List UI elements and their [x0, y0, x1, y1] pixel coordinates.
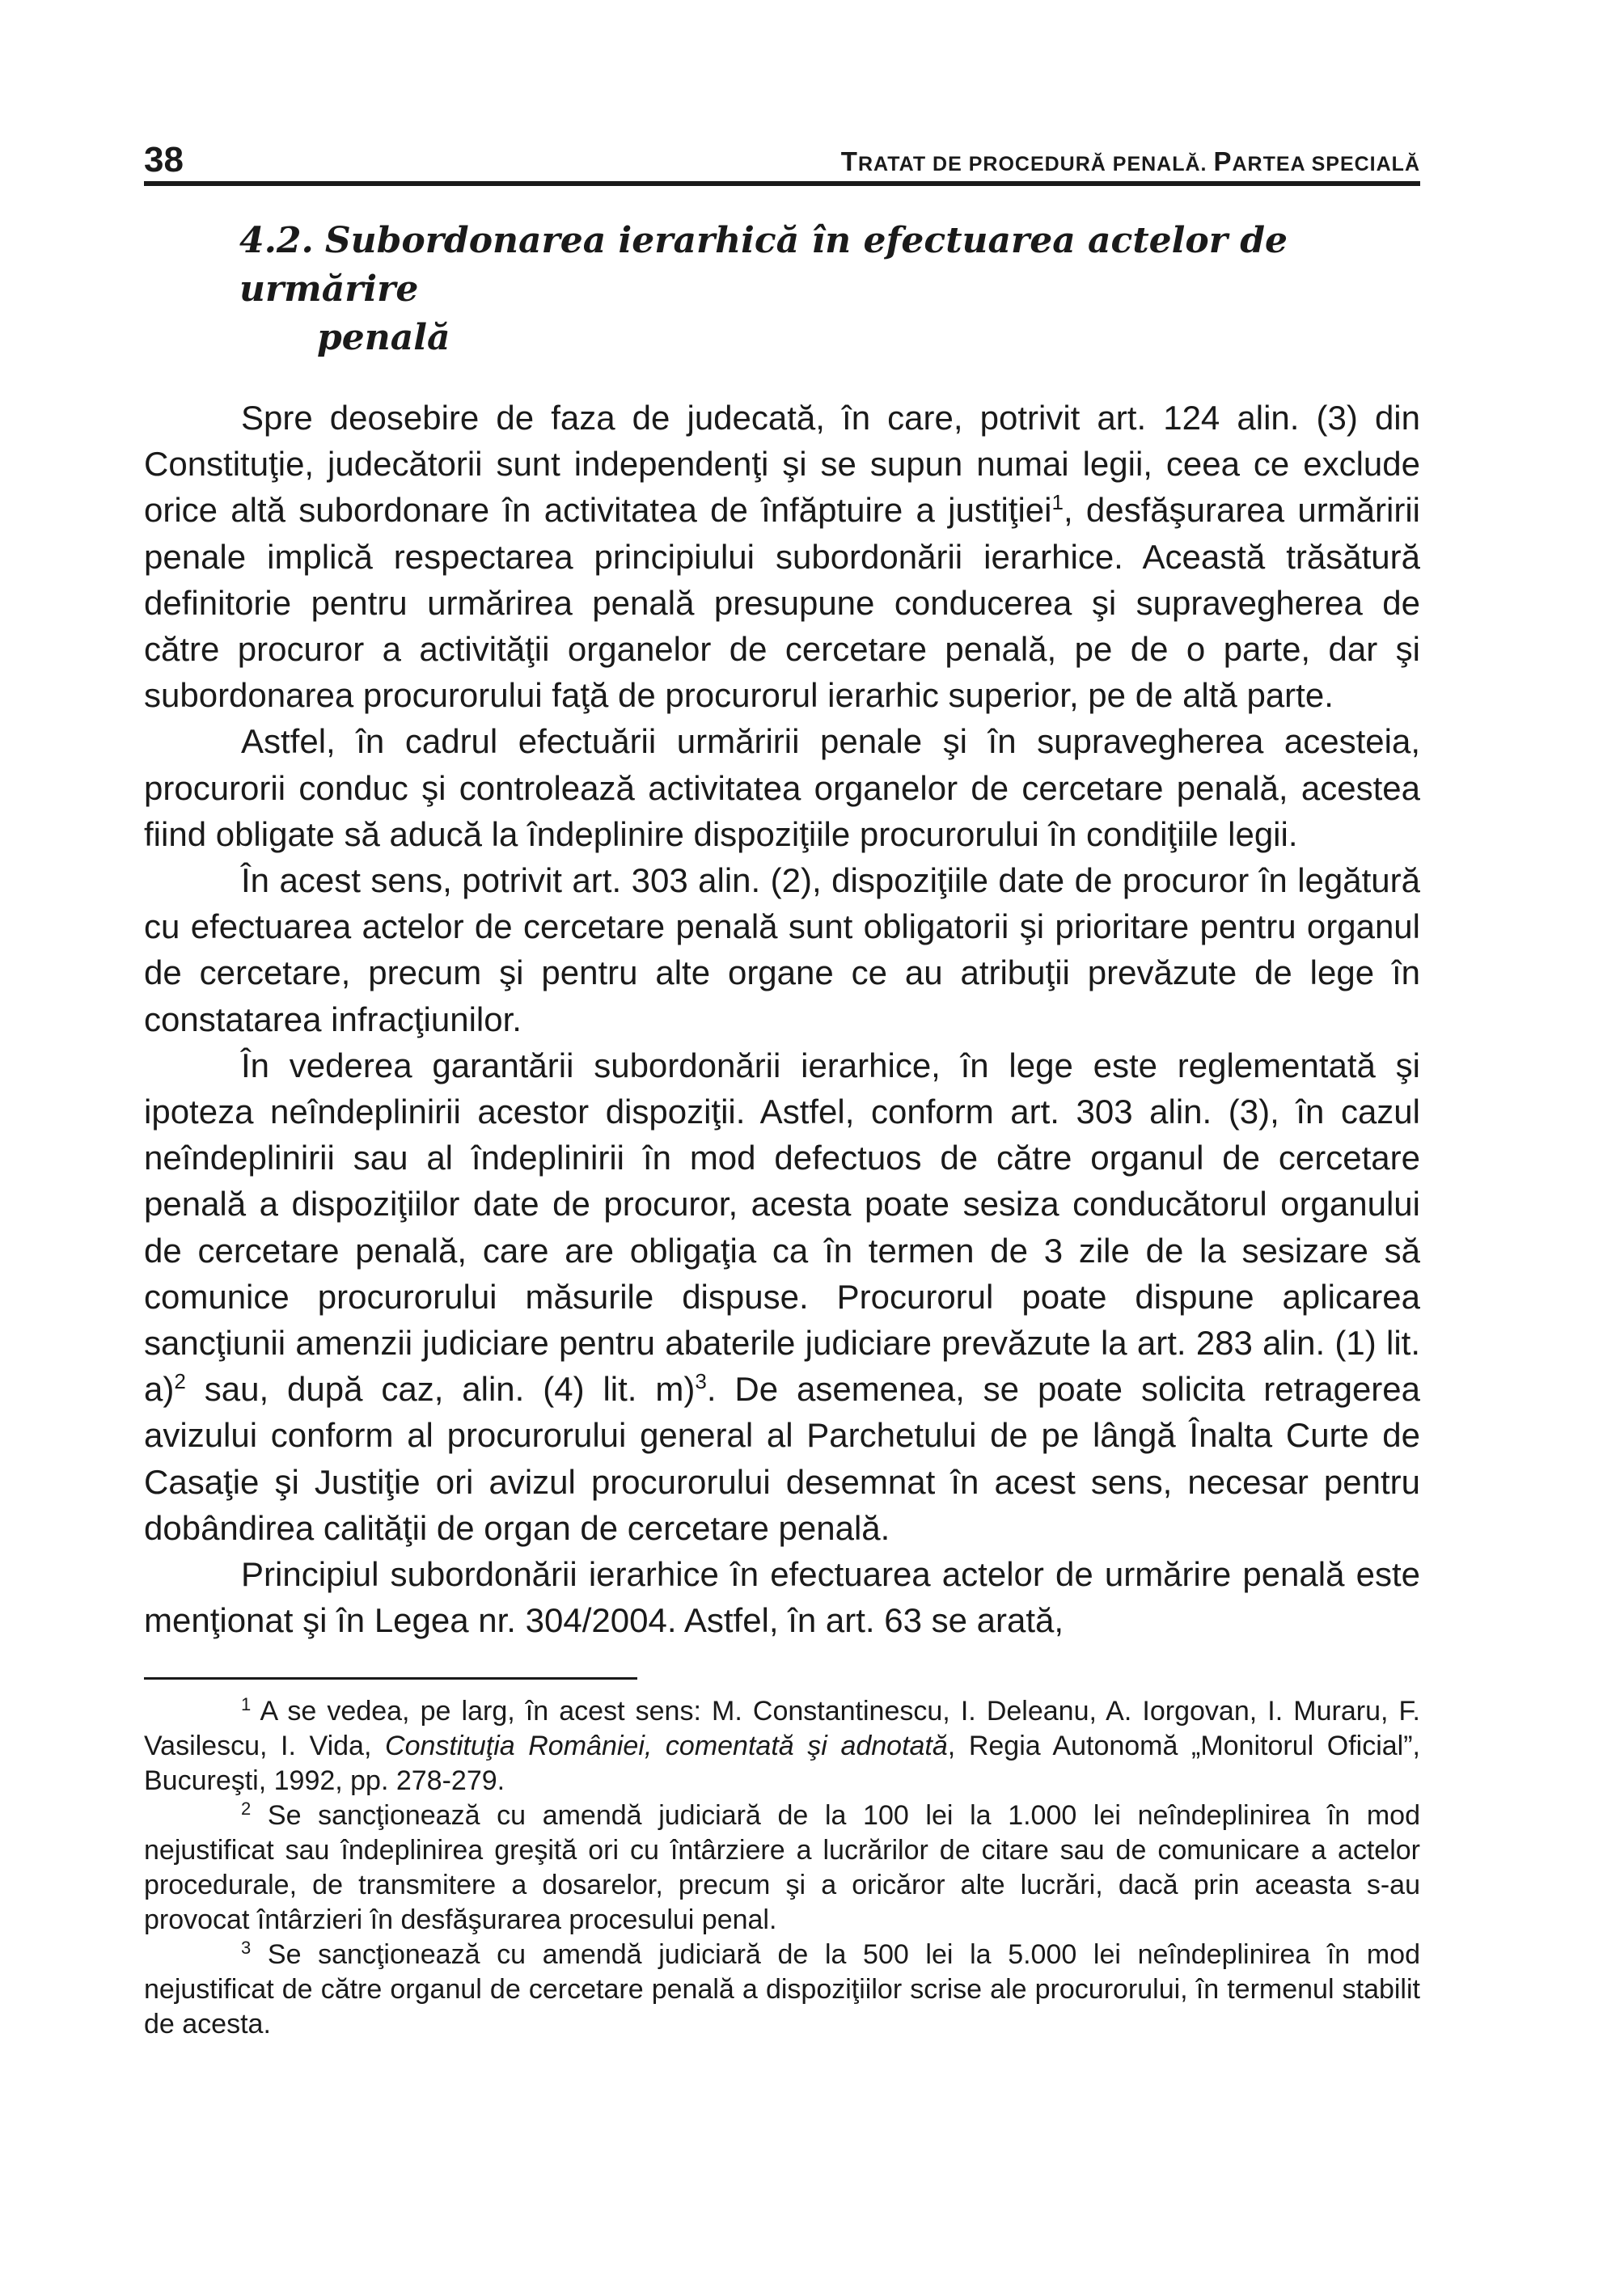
section-heading — [144, 217, 1420, 362]
italic-title: Constituţia României, comentată şi adnotată — [385, 1731, 948, 1762]
running-title-part: T — [840, 146, 858, 176]
running-title-part: ARTEA SPECIALĂ — [1232, 153, 1420, 175]
text-segment: Se sancţionează cu amendă judiciară de la 100 lei la 1.000 lei neîndeplinirea în mod nejustificat sau îndeplinirea greşită ori cu întârziere a lucrărilor de citare sau de comunicare a actelor procedurale, de transmitere a dosarelor, precum şi a oricăror alte lucrări, dacă prin aceasta s-au provocat întârzieri în desfăşurarea procesului penal. — [144, 1800, 1420, 1936]
text-segment: , Regia Autonomă „Monitorul Oficial”, Bucureşti, 1992, pp. 278-279. — [144, 1731, 1420, 1797]
paragraph — [144, 857, 1420, 1042]
body-text — [144, 395, 1420, 1643]
running-title-part: P — [1213, 146, 1233, 176]
text-segment: sau, după caz, alin. (4) lit. m) — [185, 1370, 696, 1409]
text-segment: Astfel, în cadrul efectuării urmăririi penale şi în supravegherea acesteia, procurorii conduc şi controlează activitatea organelor de cercetare penală, acestea fiind obligate să aducă la îndeplinire dispoziţiile procurorului în condiţiile legii. — [144, 722, 1420, 853]
page-header — [144, 129, 1420, 186]
running-title-part: RATAT DE PROCEDURĂ PENALĂ. — [857, 153, 1214, 175]
paragraph — [144, 1042, 1420, 1551]
footnotes — [144, 1694, 1420, 2042]
footnote-separator — [144, 1677, 637, 1680]
text-segment: . De asemenea, se poate solicita retragerea avizului conform al procurorului general al Parchetului de pe lângă Înalta Curte de Casaţie şi Justiţie ori avizul procurorului desemnat în acest sens, necesar pentru dobândirea calităţii de organ de cercetare penală. — [144, 1370, 1421, 1547]
section-number: 4.2. — [239, 220, 314, 261]
footnote-ref: 3 — [695, 1369, 707, 1394]
paragraph — [144, 1551, 1420, 1643]
text-segment: A se vedea, pe larg, în acest sens: M. Constantinescu, I. Deleanu, A. Iorgovan, I. Muraru, F. Vasilescu, I. Vida, — [144, 1696, 1420, 1762]
footnote — [144, 1938, 1420, 2042]
footnote-ref: 2 — [241, 1799, 252, 1820]
footnote-ref: 1 — [1051, 490, 1064, 515]
text-segment: Se sancţionează cu amendă judiciară de la 500 lei la 5.000 lei neîndeplinirea în mod nejustificat de către organul de cercetare penală a dispoziţiilor scrise ale procurorului, în termenul stabilit de acesta. — [144, 1939, 1420, 2040]
paragraph — [144, 395, 1420, 718]
footnote-ref: 1 — [241, 1694, 252, 1715]
page-number: 38 — [144, 140, 184, 180]
text-segment: Spre deosebire de faza de judecată, în care, potrivit art. 124 alin. (3) din Constituţie, judecătorii sunt independenţi şi se supun numai legii, ceea ce exclude orice altă subordonare în activitatea de înfăptuire a justiţiei — [144, 399, 1420, 530]
footnote — [144, 1694, 1420, 1799]
running-title — [841, 148, 1420, 178]
footnote-ref: 3 — [241, 1938, 252, 1959]
paragraph — [144, 718, 1420, 857]
footnote-ref: 2 — [174, 1369, 186, 1394]
text-segment: Principiul subordonării ierarhice în efectuarea actelor de urmărire penală este menţionat şi în Legea nr. 304/2004. Astfel, în art. 63 se arată, — [144, 1555, 1420, 1640]
section-title-line1: Subordonarea ierarhică în efectuarea actelor de urmărire — [239, 220, 1288, 310]
section-title-line2: penală — [317, 317, 450, 358]
footnote — [144, 1799, 1420, 1938]
text-segment: În vederea garantării subordonării ierarhice, în lege este reglementată şi ipoteza neîndeplinirii acestor dispoziţii. Astfel, conform art. 303 alin. (3), în cazul neîndeplinirii sau al îndeplinirii în mod defectuos de către organul de cercetare penală a dispoziţiilor date de procuror, acesta poate sesiza conducătorul organului de cercetare penală, care are obligaţia ca în termen de 3 zile de la sesizare să comunice procurorului măsurile dispuse. Procurorul poate dispune aplicarea sancţiunii amenzii judiciare pentru abaterile judiciare prevăzute la art. 283 alin. (1) lit. a) — [144, 1046, 1420, 1409]
book-page — [144, 129, 1420, 2042]
text-segment: În acest sens, potrivit art. 303 alin. (2), dispoziţiile date de procuror în legătură cu efectuarea actelor de cercetare penală sunt obligatorii şi prioritare pentru organul de cercetare, precum şi pentru alte organe ce au atribuţii prevăzute de lege în constatarea infracţiunilor. — [144, 861, 1420, 1038]
text-segment: , desfăşurarea urmăririi penale implică respectarea principiului subordonării ierarhice. Această trăsătură definitorie pentru urmărirea penală presupune conducerea şi supravegherea de către procuror a activităţii organelor de cercetare penală, pe de o parte, dar şi subordonarea procurorului faţă de procurorul ierarhic superior, pe de altă parte. — [144, 491, 1420, 715]
